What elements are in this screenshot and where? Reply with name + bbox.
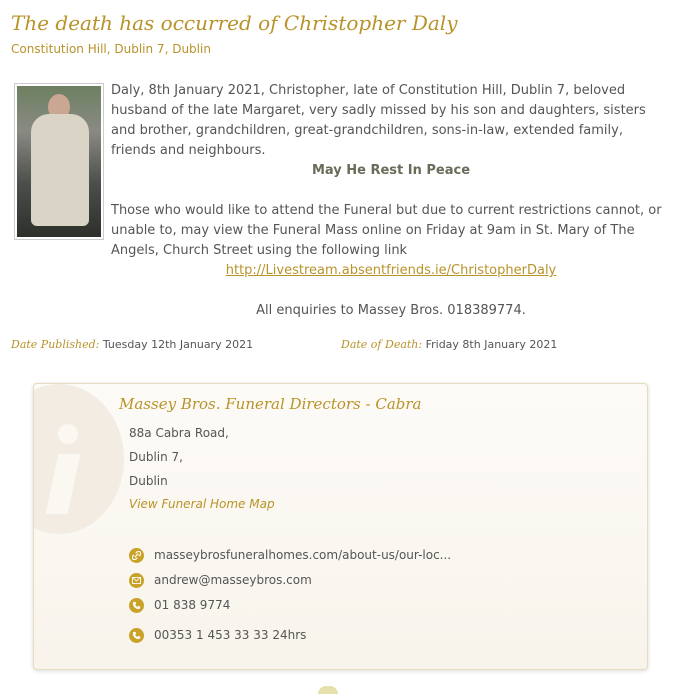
location-subtitle: Constitution Hill, Dublin 7, Dublin — [11, 42, 211, 56]
phone-text[interactable]: 01 838 9774 — [154, 598, 231, 612]
info-icon — [33, 384, 124, 534]
email-icon — [129, 573, 144, 588]
date-of-death-label: Date of Death: — [341, 338, 423, 351]
address-line: Dublin 7, — [129, 450, 183, 464]
phone-24h-link[interactable] — [129, 627, 306, 643]
link-icon — [129, 548, 144, 563]
email-text[interactable]: andrew@masseybros.com — [154, 573, 312, 587]
date-published-label: Date Published: — [11, 338, 100, 351]
address-line: 88a Cabra Road, — [129, 426, 229, 440]
rip-line: May He Rest In Peace — [311, 163, 471, 178]
date-of-death — [341, 338, 557, 351]
deceased-photo — [14, 83, 104, 240]
phone-icon — [129, 598, 144, 613]
address-line: Dublin — [129, 474, 168, 488]
website-text[interactable]: masseybrosfuneralhomes.com/about-us/our-loc... — [154, 548, 452, 562]
website-link[interactable] — [129, 547, 451, 563]
date-published-value: Tuesday 12th January 2021 — [102, 338, 254, 351]
death-notice — [111, 81, 671, 321]
phone-link[interactable] — [129, 597, 230, 613]
funeral-home-card — [33, 383, 648, 670]
email-link[interactable] — [129, 572, 312, 588]
date-of-death-value: Friday 8th January 2021 — [425, 338, 558, 351]
date-published — [11, 338, 253, 351]
livestream-link[interactable]: http://Livestream.absentfriends.ie/ChristopherDaly — [225, 263, 557, 278]
funeral-home-name[interactable]: Massey Bros. Funeral Directors - Cabra — [119, 395, 422, 413]
notice-paragraph: Daly, 8th January 2021, Christopher, late of Constitution Hill, Dublin 7, beloved husband of the late Margaret, very sadly missed by his son and daughters, sisters and brother, grandchildren, great-grandchildren, sons-in-law, extended family, friends and neighbours. — [111, 83, 646, 158]
view-map-link[interactable]: View Funeral Home Map — [129, 497, 275, 511]
phone-24h-text[interactable]: 00353 1 453 33 33 24hrs — [154, 628, 307, 642]
notice-paragraph-livestream: Those who would like to attend the Funeral but due to current restrictions cannot, or unable to, may view the Funeral Mass online on Friday at 9am in St. Mary of The Angels, Church Street using the following link — [111, 203, 662, 258]
footer-ornament — [318, 686, 338, 694]
phone-icon — [129, 628, 144, 643]
page-title: The death has occurred of Christopher Daly — [11, 11, 458, 35]
enquiries-text: All enquiries to Massey Bros. 018389774. — [256, 303, 526, 318]
